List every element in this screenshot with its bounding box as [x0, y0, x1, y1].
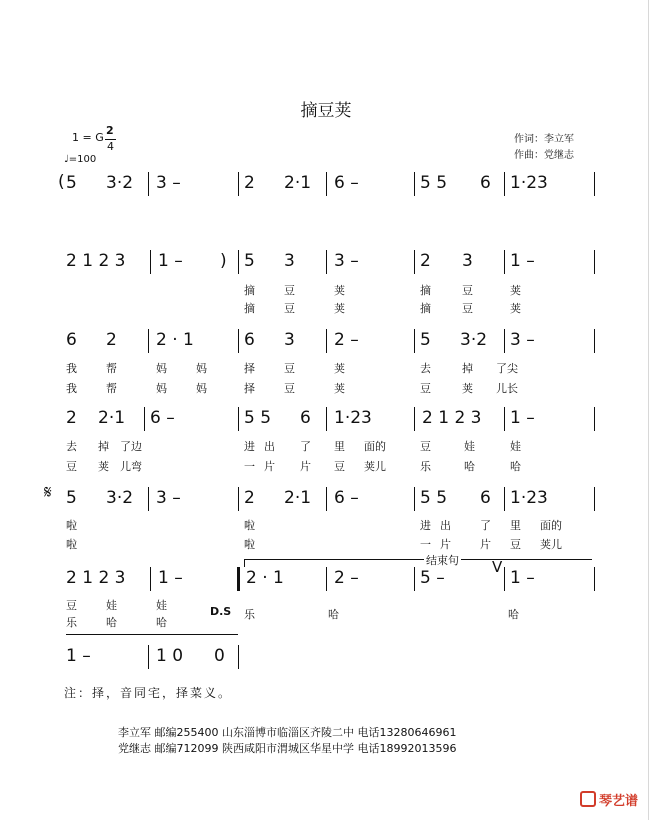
lyric: 片: [480, 538, 491, 551]
lyric: 面的: [540, 519, 562, 532]
lyric: 哈: [508, 608, 519, 621]
note: 1·23: [334, 408, 372, 428]
barline: [594, 329, 595, 353]
barline: [238, 487, 239, 511]
note: 6: [244, 330, 255, 350]
note: 6 –: [334, 173, 359, 193]
lyric: 择: [244, 362, 255, 375]
barline: [504, 329, 505, 353]
final-barline: [238, 645, 239, 669]
lyric: 哈: [464, 460, 475, 473]
breath-mark: V: [492, 558, 503, 576]
note: 3: [284, 330, 295, 350]
lyric: 豆: [284, 302, 295, 315]
watermark-logo: [580, 790, 638, 809]
lyric: 啦: [66, 519, 77, 532]
lyric: 摘: [244, 284, 255, 297]
barline: [594, 250, 595, 274]
lyric: 掉: [98, 440, 109, 453]
opening-paren: (: [58, 172, 65, 192]
note: 1 –: [510, 251, 535, 271]
time-signature-top: 2: [106, 124, 114, 137]
lyric: 面的: [364, 440, 386, 453]
barline: [504, 567, 505, 591]
lyric: 了尖: [496, 362, 518, 375]
dal-segno-mark: D.S: [210, 605, 232, 618]
note: 2: [106, 330, 117, 350]
song-title: 摘豆荚: [300, 101, 352, 121]
barline: [326, 487, 327, 511]
lyric: 豆: [462, 302, 473, 315]
barline: [414, 487, 415, 511]
barline: [150, 250, 151, 274]
lyric: 豆: [334, 460, 345, 473]
note: 3 –: [510, 330, 535, 350]
lyric: 一: [420, 538, 431, 551]
barline: [504, 487, 505, 511]
lyric: 帮: [106, 382, 117, 395]
note: 6: [480, 173, 491, 193]
lyric: 啦: [66, 538, 77, 551]
watermark-text: 琴艺谱: [598, 794, 638, 809]
note: 1 –: [66, 646, 91, 666]
lyric: 娃: [106, 599, 117, 612]
note: 0: [214, 646, 225, 666]
footer-line-2: 党继志 邮编712099 陕西咸阳市渭城区华星中学 电话18992013596: [118, 742, 457, 755]
lyric: 我: [66, 382, 77, 395]
note: 2 1 2 3: [422, 408, 482, 428]
barline: [414, 250, 415, 274]
lyric: 荚: [510, 302, 521, 315]
lyric: 娃: [464, 440, 475, 453]
barline: [238, 407, 239, 431]
lyric: 豆: [66, 460, 77, 473]
note: 5 5: [244, 408, 272, 428]
note: 5 5: [420, 173, 448, 193]
barline: [414, 172, 415, 196]
lyric: 妈: [196, 382, 207, 395]
lyric: 片: [300, 460, 311, 473]
note: 2 · 1: [156, 330, 194, 350]
note: 1 0: [156, 646, 184, 666]
lyric: 豆: [420, 440, 431, 453]
note: 3 –: [156, 488, 181, 508]
lyric: 片: [440, 538, 451, 551]
lyric: 了: [300, 440, 311, 453]
lyric: 荚: [510, 284, 521, 297]
barline: [594, 487, 595, 511]
lyric: 豆: [510, 538, 521, 551]
lyric: 摘: [244, 302, 255, 315]
barline: [594, 407, 595, 431]
lyric: 妈: [196, 362, 207, 375]
ending-label: 结束句: [426, 554, 459, 567]
barline: [504, 250, 505, 274]
ending-bracket-tick: [244, 559, 245, 567]
footer-line-1: 李立军 邮编255400 山东淄博市临淄区齐陵二中 电话13280646961: [118, 726, 457, 739]
lyric: 了边: [120, 440, 142, 453]
note: 2: [244, 488, 255, 508]
barline: [414, 407, 415, 431]
lyric: 妈: [156, 362, 167, 375]
lyric: 择: [244, 382, 255, 395]
note: 2 –: [334, 568, 359, 588]
note: 3·2: [106, 488, 134, 508]
note: 5: [244, 251, 255, 271]
barline: [326, 172, 327, 196]
lyric: 掉: [462, 362, 473, 375]
lyric: 荚: [462, 382, 473, 395]
note: 6 –: [334, 488, 359, 508]
lyric: 乐: [244, 608, 255, 621]
note: 2·1: [284, 173, 312, 193]
lyric: 片: [264, 460, 275, 473]
note: 1 –: [510, 568, 535, 588]
note: 1·23: [510, 173, 548, 193]
barline: [326, 407, 327, 431]
lyric: 哈: [156, 616, 167, 629]
key-signature: 1 = G: [72, 131, 104, 144]
composer-credit: 作曲：党继志: [514, 150, 574, 161]
lyric: 一: [244, 460, 255, 473]
logo-icon: [580, 791, 596, 807]
lyric: 荚: [334, 284, 345, 297]
note: 5: [66, 488, 77, 508]
lyric: 里: [510, 519, 521, 532]
lyric: 摘: [420, 302, 431, 315]
lyric: 啦: [244, 519, 255, 532]
page-edge: [648, 0, 649, 820]
barline: [594, 567, 595, 591]
barline: [144, 407, 145, 431]
lyric: 去: [66, 440, 77, 453]
barline: [150, 567, 151, 591]
barline: [326, 567, 327, 591]
note: 6: [66, 330, 77, 350]
lyric: 哈: [510, 460, 521, 473]
lyric: 娃: [510, 440, 521, 453]
repeat-barline: [237, 567, 240, 591]
tie-line: [66, 634, 238, 635]
barline: [238, 329, 239, 353]
barline: [148, 645, 149, 669]
note: 3: [462, 251, 473, 271]
note: 2: [420, 251, 431, 271]
lyric: 豆: [284, 362, 295, 375]
lyric: 儿长: [496, 382, 518, 395]
note: 2 –: [334, 330, 359, 350]
note: 5 –: [420, 568, 445, 588]
lyric: 豆: [284, 284, 295, 297]
note: 5 5: [420, 488, 448, 508]
lyric: 荚: [334, 302, 345, 315]
lyric: 豆: [462, 284, 473, 297]
note: 6: [480, 488, 491, 508]
note: 2·1: [98, 408, 126, 428]
lyric: 妈: [156, 382, 167, 395]
lyric: 啦: [244, 538, 255, 551]
barline: [504, 172, 505, 196]
lyric: 我: [66, 362, 77, 375]
note: 5: [66, 173, 77, 193]
note: 1 –: [158, 251, 183, 271]
lyric: 荚: [98, 460, 109, 473]
barline: [148, 329, 149, 353]
lyric: 进: [420, 519, 431, 532]
note: 2·1: [284, 488, 312, 508]
note: 5: [420, 330, 431, 350]
note: 3 –: [156, 173, 181, 193]
barline: [148, 487, 149, 511]
lyric: 去: [420, 362, 431, 375]
note: 2 1 2 3: [66, 251, 126, 271]
segno-sign: 𝄋: [44, 482, 52, 503]
lyric: 娃: [156, 599, 167, 612]
lyricist-credit: 作词：李立军: [514, 134, 574, 145]
lyric: 哈: [106, 616, 117, 629]
barline: [238, 172, 239, 196]
note: 6 –: [150, 408, 175, 428]
tempo-mark: ♩=100: [64, 154, 97, 165]
note: 3·2: [460, 330, 488, 350]
barline: [326, 250, 327, 274]
lyric: 乐: [420, 460, 431, 473]
closing-paren: ): [220, 251, 227, 271]
note: 3 –: [334, 251, 359, 271]
lyric: 摘: [420, 284, 431, 297]
note: 1 –: [510, 408, 535, 428]
time-signature-bottom: 4: [107, 140, 114, 153]
lyric: 进: [244, 440, 255, 453]
lyric: 豆: [66, 599, 77, 612]
note: 2: [66, 408, 77, 428]
lyric: 出: [264, 440, 275, 453]
lyric: 出: [440, 519, 451, 532]
note: 2 · 1: [246, 568, 284, 588]
annotation: 注：择，音同宅，择菜义。: [64, 686, 233, 700]
lyric: 乐: [66, 616, 77, 629]
barline: [414, 329, 415, 353]
note: 2: [244, 173, 255, 193]
note: 6: [300, 408, 311, 428]
barline: [148, 172, 149, 196]
barline: [326, 329, 327, 353]
lyric: 豆: [420, 382, 431, 395]
note: 3·2: [106, 173, 134, 193]
note: 3: [284, 251, 295, 271]
lyric: 儿弯: [120, 460, 142, 473]
lyric: 豆: [284, 382, 295, 395]
lyric: 荚: [334, 362, 345, 375]
lyric: 哈: [328, 608, 339, 621]
lyric: 帮: [106, 362, 117, 375]
barline: [594, 172, 595, 196]
lyric: 荚儿: [364, 460, 386, 473]
barline: [504, 407, 505, 431]
note: 2 1 2 3: [66, 568, 126, 588]
barline: [414, 567, 415, 591]
lyric: 里: [334, 440, 345, 453]
ending-bracket-line: [244, 559, 592, 560]
lyric: 了: [480, 519, 491, 532]
note: 1·23: [510, 488, 548, 508]
barline: [238, 250, 239, 274]
lyric: 荚儿: [540, 538, 562, 551]
lyric: 荚: [334, 382, 345, 395]
note: 1 –: [158, 568, 183, 588]
